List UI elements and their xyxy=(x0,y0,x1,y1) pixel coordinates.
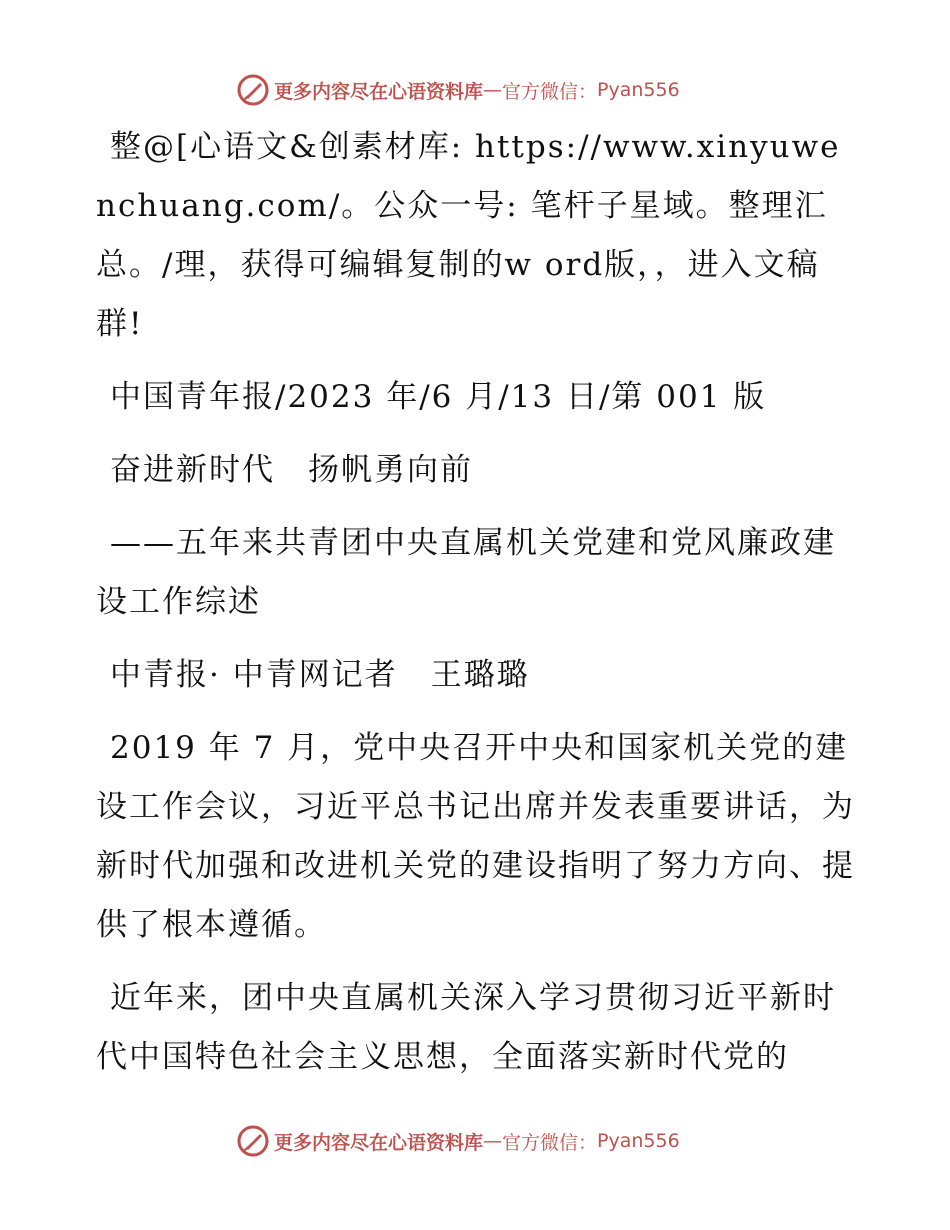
quill-logo-icon xyxy=(236,1124,270,1158)
quill-logo-icon xyxy=(236,73,270,107)
header-watermark-banner xyxy=(236,72,680,108)
intro-paragraph: 整@[心语文&创素材库: https://www.xinyuwenchuang.com/。公众一号: 笔杆子星域。整理汇总。/理，获得可编辑复制的w ord版，，进入文稿群! xyxy=(96,129,841,342)
banner-account: Pyan556 xyxy=(597,1130,680,1152)
article-subtitle: ——五年来共青团中央直属机关党建和党风廉政建设工作综述 xyxy=(96,525,836,620)
banner-dash: — xyxy=(483,1130,503,1152)
body-paragraph: 近年来，团中央直属机关深入学习贯彻习近平新时代中国特色社会主义思想，全面落实新时代党的 xyxy=(96,980,836,1075)
banner-label: 官方微信： xyxy=(502,1131,598,1154)
banner-main-text: 更多内容尽在心语资料库 xyxy=(274,1131,484,1154)
banner-label: 官方微信： xyxy=(502,80,598,103)
banner-main-text: 更多内容尽在心语资料库 xyxy=(274,80,484,103)
footer-watermark-banner xyxy=(236,1123,680,1159)
source-line: 中国青年报/2023 年/6 月/13 日/第 001 版 xyxy=(110,379,767,415)
article-title: 奋进新时代 扬帆勇向前 xyxy=(110,452,473,488)
banner-dash: — xyxy=(483,79,503,101)
body-paragraph: 2019 年 7 月，党中央召开中央和国家机关党的建设工作会议，习近平总书记出席并发表重要讲话，为新时代加强和改进机关党的建设指明了努力方向、提供了根本遵循。 xyxy=(96,730,855,943)
byline: 中青报· 中青网记者 王璐璐 xyxy=(110,657,530,693)
document-body xyxy=(96,118,856,1087)
banner-account: Pyan556 xyxy=(597,79,680,101)
